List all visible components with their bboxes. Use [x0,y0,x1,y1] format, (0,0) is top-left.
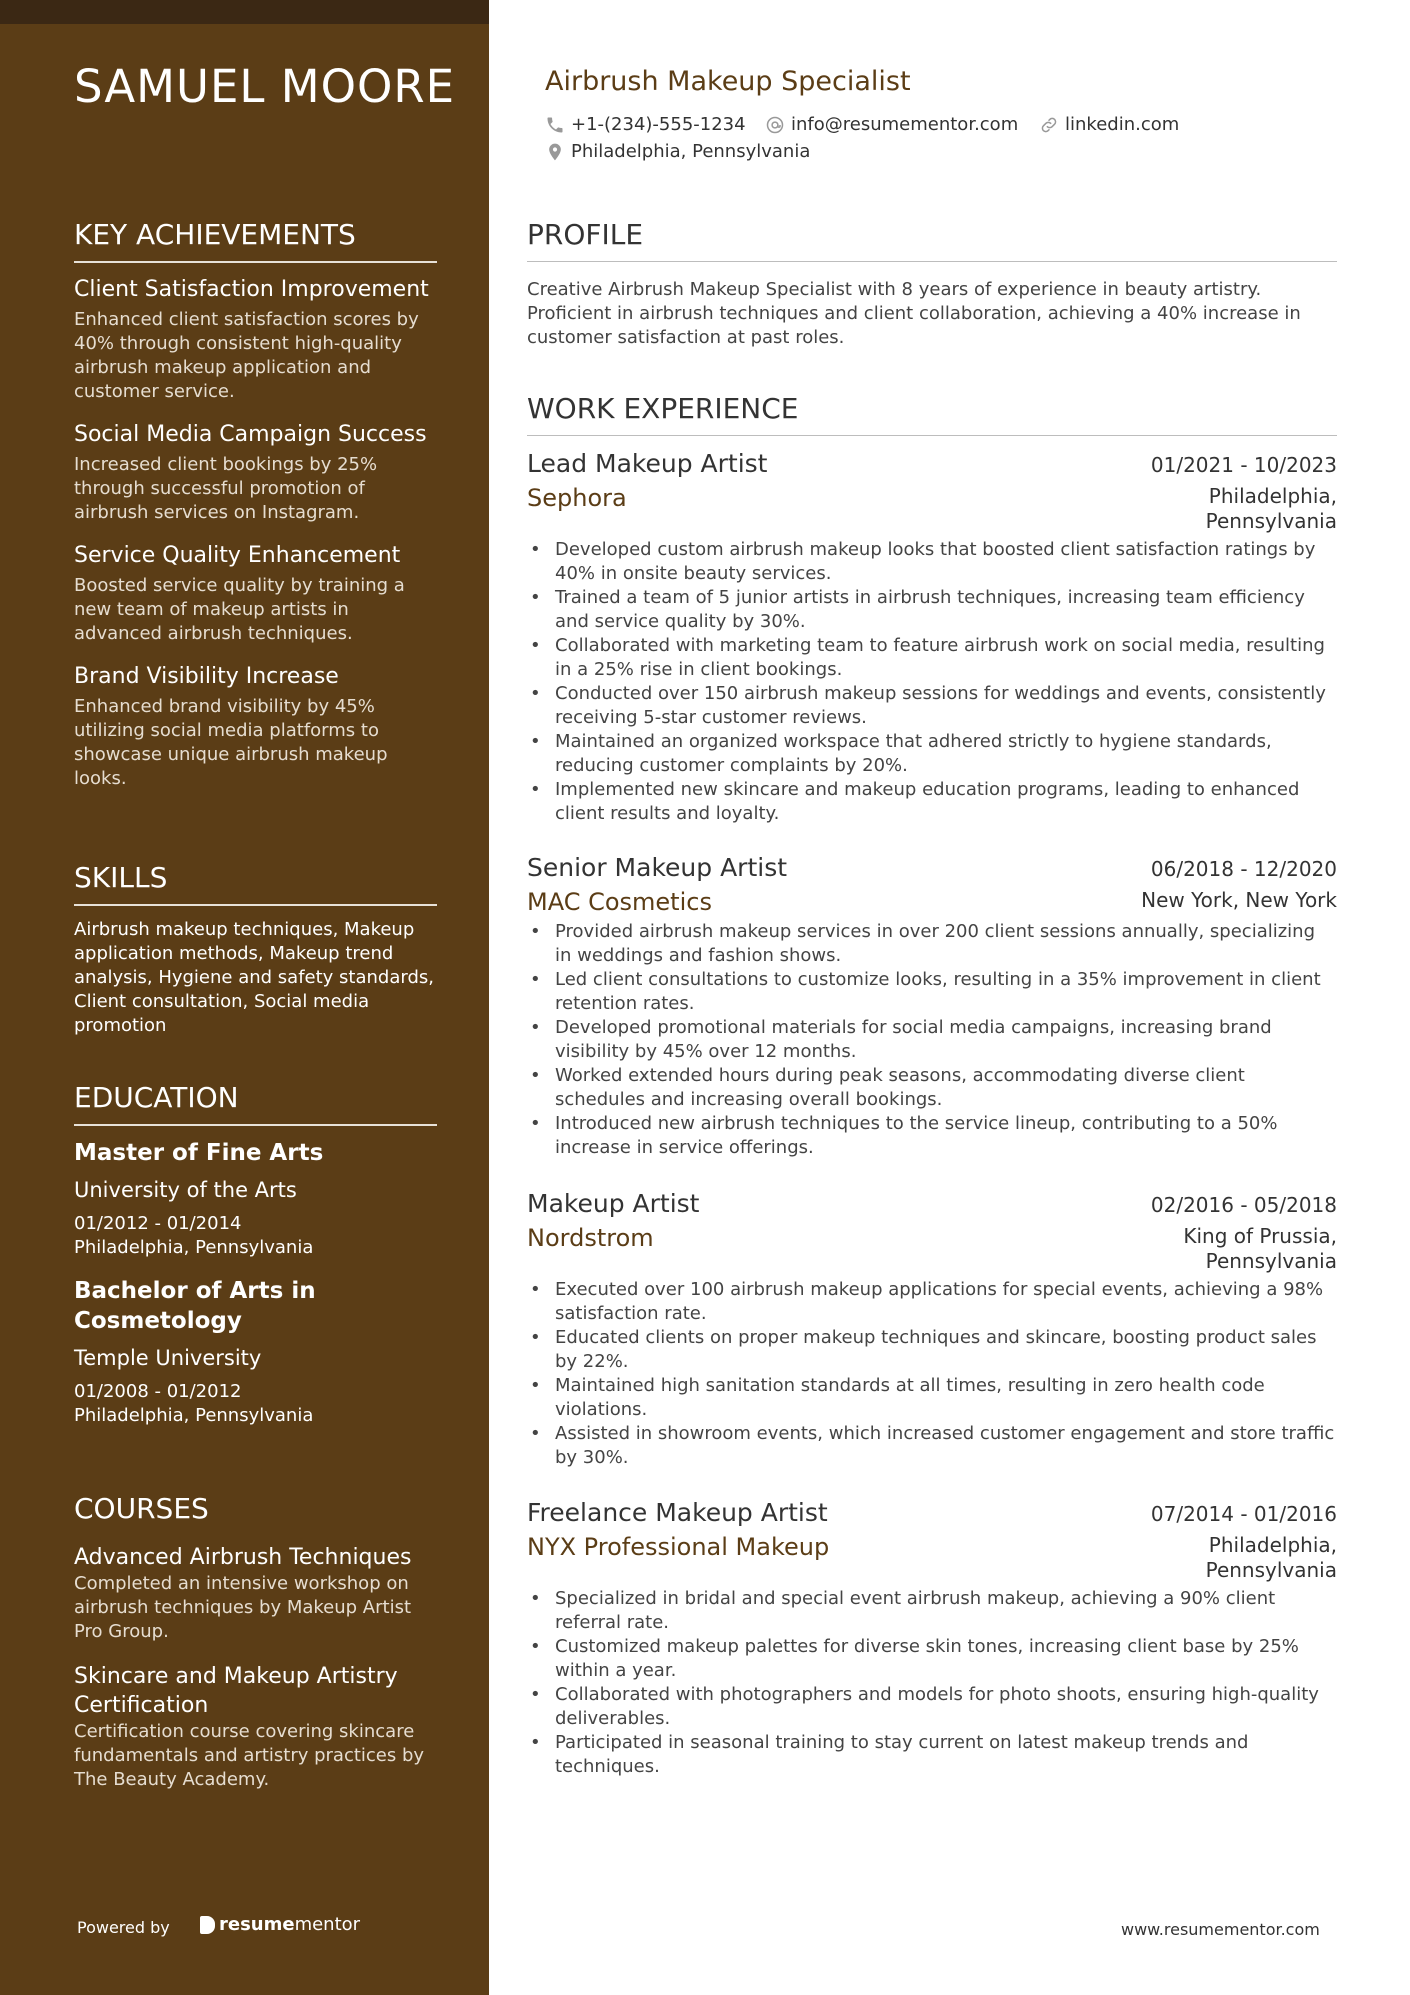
candidate-name: SAMUEL MOORE [74,60,456,113]
job-entry [527,449,1337,826]
job-entry-location-line: Pennsylvania [1205,509,1337,533]
bullet-item: • Executed over 100 airbrush makeup applications for special events, achieving a 98% satisfaction rate. [527,1278,1337,1326]
phone-text: +1-(234)-555-1234 [571,114,746,135]
key-achievements-heading: KEY ACHIEVEMENTS [74,218,437,263]
bullet-item: • Maintained an organized workspace that adhered strictly to hygiene standards, reducing customer complaints by 20%. [527,730,1337,778]
job-entry-bullets [527,538,1337,826]
education-degree: Master of Fine Arts [74,1140,324,1166]
job-title: Airbrush Makeup Specialist [545,66,911,97]
education-degree: Bachelor of Arts in Cosmetology [74,1278,316,1334]
achievement-title: Brand Visibility Increase [74,664,339,689]
skills-heading: SKILLS [74,861,437,906]
bullet-item: • Collaborated with photographers and models for photo shoots, ensuring high-quality deliverables. [527,1683,1337,1731]
job-entry-location [1206,484,1337,534]
education-item [74,1138,437,1260]
job-entry-bullets [527,1278,1337,1470]
job-entry-location [1206,1533,1337,1583]
achievement-desc: Enhanced client satisfaction scores by 40% through consistent high-quality airbrush makeup application and customer service. [74,309,419,402]
contact-linkedin[interactable] [1039,114,1179,135]
bullet-item: • Assisted in showroom events, which increased customer engagement and store traffic by 30%. [527,1422,1337,1470]
education-school: University of the Arts [74,1178,297,1202]
at-icon [765,115,785,135]
course-item [74,1662,437,1792]
education-section [74,1081,437,1428]
email-text[interactable]: info@resumementor.com [791,114,1019,135]
achievement-item [74,277,437,404]
education-location: Philadelphia, Pennsylvania [74,1237,314,1258]
job-entry-location-line: New York, New York [1141,888,1337,912]
bullet-item: • Introduced new airbrush techniques to the service lineup, contributing to a 50% increase in service offerings. [527,1112,1337,1160]
contact-phone [545,114,746,135]
brand-light: mentor [294,1914,361,1935]
course-item [74,1543,437,1644]
bullet-item: • Conducted over 150 airbrush makeup sessions for weddings and events, consistently receiving 5-star customer reviews. [527,682,1337,730]
bullet-item: • Implemented new skincare and makeup education programs, leading to enhanced client results and loyalty. [527,778,1337,826]
contact-location [545,141,810,162]
bullet-item: • Worked extended hours during peak seasons, accommodating diverse client schedules and increasing overall bookings. [527,1064,1337,1112]
bullet-item: • Developed custom airbrush makeup looks that boosted client satisfaction ratings by 40% in onsite beauty services. [527,538,1337,586]
link-icon [1039,115,1059,135]
footer-url[interactable]: www.resumementor.com [1121,1920,1320,1939]
key-achievements-section [74,218,437,791]
course-desc: Completed an intensive workshop on airbrush techniques by Makeup Artist Pro Group. [74,1573,412,1642]
job-entry-company: Sephora [527,484,627,512]
achievement-desc: Boosted service quality by training a new team of makeup artists in advanced airbrush techniques. [74,575,405,644]
job-entry-title: Freelance Makeup Artist [527,1498,828,1527]
job-entry-bullets [527,1587,1337,1779]
powered-by-label: Powered by [77,1918,170,1937]
job-entry-dates: 07/2014 - 01/2016 [1150,1502,1337,1526]
bullet-item: • Customized makeup palettes for diverse skin tones, increasing client base by 25% within a year. [527,1635,1337,1683]
job-entry-title: Senior Makeup Artist [527,853,788,882]
job-entry-location [1183,1224,1337,1274]
education-dates: 01/2008 - 01/2012 [74,1381,242,1402]
course-title: Advanced Airbrush Techniques [74,1545,412,1570]
bullet-item: • Trained a team of 5 junior artists in airbrush techniques, increasing team efficiency and service quality by 30%. [527,586,1337,634]
achievement-title: Service Quality Enhancement [74,543,401,568]
bullet-item: • Provided airbrush makeup services in over 200 client sessions annually, specializing in weddings and fashion shows. [527,920,1337,968]
skills-list: Airbrush makeup techniques, Makeup application methods, Makeup trend analysis, Hygiene and safety standards, Client consultation, Social media promotion [74,919,434,1036]
achievement-item [74,543,437,646]
job-entry-company: NYX Professional Makeup [527,1533,830,1561]
brand-bold: resume [219,1914,295,1935]
education-heading: EDUCATION [74,1081,437,1126]
resumementor-logo-icon [200,1916,215,1934]
bullet-item: • Specialized in bridal and special event airbrush makeup, achieving a 90% client referral rate. [527,1587,1337,1635]
job-entry [527,1498,1337,1779]
job-entry-company: MAC Cosmetics [527,888,712,916]
bullet-item: • Collaborated with marketing team to feature airbrush work on social media, resulting in a 25% rise in client bookings. [527,634,1337,682]
job-entry [527,853,1337,1160]
profile-text: Creative Airbrush Makeup Specialist with 8 years of experience in beauty artistry. Proficient in airbrush techniques and client collaboration, achieving a 40% increase in customer satisfaction at past roles. [527,279,1301,348]
bullet-item: • Developed promotional materials for social media campaigns, increasing brand visibility by 45% over 12 months. [527,1016,1337,1064]
skills-section [74,861,437,1038]
course-title: Skincare and Makeup Artistry Certification [74,1664,398,1718]
achievement-title: Client Satisfaction Improvement [74,277,429,302]
job-entry-location-line: Pennsylvania [1205,1249,1337,1273]
job-entry-location-line: Pennsylvania [1205,1558,1337,1582]
achievement-title: Social Media Campaign Success [74,422,427,447]
location-text: Philadelphia, Pennsylvania [571,141,811,162]
achievement-item [74,664,437,791]
sidebar [0,0,489,1995]
job-entry-title: Makeup Artist [527,1189,700,1218]
sidebar-top-band [0,0,489,24]
job-entry-location-line: Philadelphia, [1208,484,1337,508]
work-experience-heading: WORK EXPERIENCE [527,392,1337,436]
bullet-item: • Maintained high sanitation standards at all times, resulting in zero health code violations. [527,1374,1337,1422]
job-entry-location-line: Philadelphia, [1208,1533,1337,1557]
location-pin-icon [545,142,565,162]
achievement-item [74,422,437,525]
education-dates: 01/2012 - 01/2014 [74,1213,242,1234]
education-item [74,1276,437,1428]
job-entry-dates: 02/2016 - 05/2018 [1150,1193,1337,1217]
education-location: Philadelphia, Pennsylvania [74,1405,314,1426]
job-entry-title: Lead Makeup Artist [527,449,768,478]
courses-heading: COURSES [74,1492,209,1525]
achievement-desc: Increased client bookings by 25% through successful promotion of airbrush services on Instagram. [74,454,378,523]
achievement-desc: Enhanced brand visibility by 45% utilizing social media platforms to showcase unique airbrush makeup looks. [74,696,388,789]
job-entry-dates: 01/2021 - 10/2023 [1150,453,1337,477]
phone-icon [545,115,565,135]
job-entry-location-line: King of Prussia, [1183,1224,1337,1248]
job-entry-bullets [527,920,1337,1160]
courses-section [74,1492,437,1792]
contact-email[interactable] [765,114,1018,135]
bullet-item: • Participated in seasonal training to stay current on latest makeup trends and techniques. [527,1731,1337,1779]
education-school: Temple University [74,1346,262,1370]
profile-heading: PROFILE [527,218,1337,262]
course-desc: Certification course covering skincare fundamentals and artistry practices by The Beauty Academy. [74,1721,425,1790]
resumementor-logo [200,1914,360,1935]
job-entry-dates: 06/2018 - 12/2020 [1150,857,1337,881]
bullet-item: • Led client consultations to customize looks, resulting in a 35% improvement in client retention rates. [527,968,1337,1016]
job-entry-company: Nordstrom [527,1224,654,1252]
linkedin-text[interactable]: linkedin.com [1065,114,1180,135]
job-entry [527,1189,1337,1470]
bullet-item: • Educated clients on proper makeup techniques and skincare, boosting product sales by 22%. [527,1326,1337,1374]
job-entry-location [1141,888,1337,913]
